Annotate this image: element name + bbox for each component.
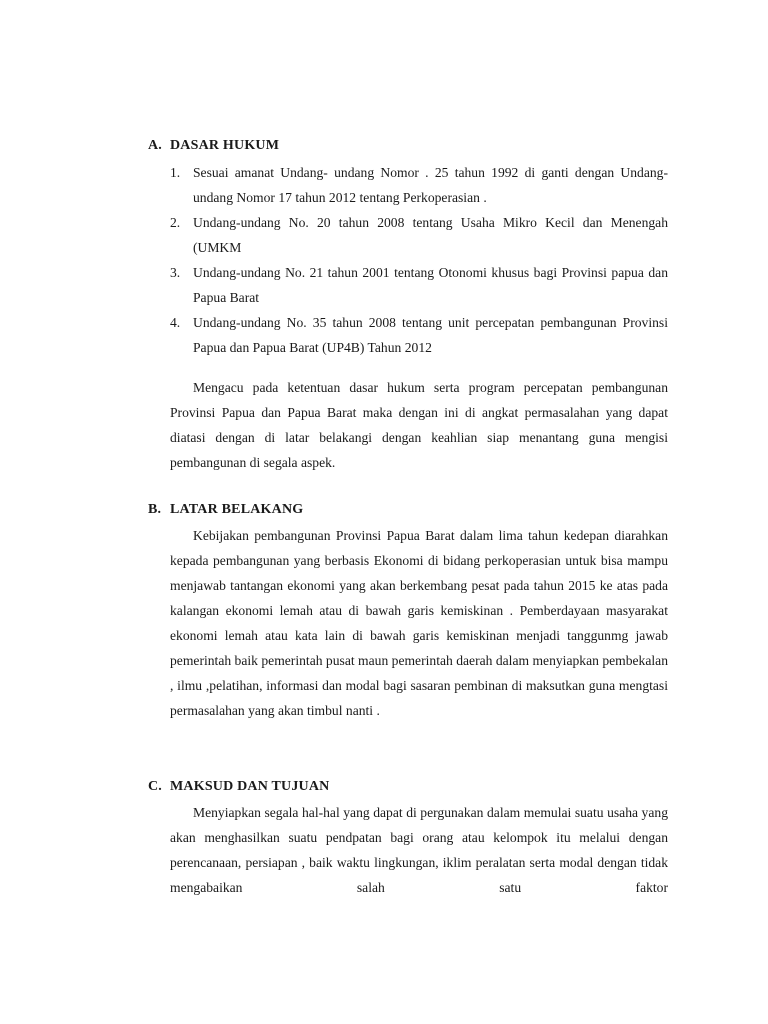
section-letter: B.: [148, 502, 162, 517]
list-item: [148, 260, 668, 310]
list-item-number: 4.: [170, 315, 181, 330]
list-item-text: Sesuai amanat Undang- undang Nomor . 25 tahun 1992 di ganti dengan Undang-undang Nomor 17 tahun 2012 tentang Perkoperasian .: [193, 165, 668, 205]
section-title: MAKSUD DAN TUJUAN: [170, 779, 330, 794]
list-item-text: Undang-undang No. 21 tahun 2001 tentang Otonomi khusus bagi Provinsi papua dan Papua Barat: [193, 265, 668, 305]
section-heading: [148, 776, 668, 798]
list-item-text: Undang-undang No. 20 tahun 2008 tentang Usaha Mikro Kecil dan Menengah (UMKM: [193, 215, 668, 255]
list-item-number: 2.: [170, 215, 181, 230]
section-paragraph: Mengacu pada ketentuan dasar hukum serta program percepatan pembangunan Provinsi Papua dan Papua Barat maka dengan ini di angkat permasalahan yang dapat diatasi dengan di latar belakangi dengan keahlian siap menantang guna mengisi pembangunan di segala aspek.: [170, 380, 668, 470]
legal-basis-list: [148, 160, 668, 360]
section-title: DASAR HUKUM: [170, 138, 280, 153]
list-item-number: 1.: [170, 165, 181, 180]
list-item-text: Undang-undang No. 35 tahun 2008 tentang unit percepatan pembangunan Provinsi Papua dan Papua Barat (UP4B) Tahun 2012: [193, 315, 668, 355]
section-maksud-dan-tujuan: [148, 776, 668, 900]
list-item: [148, 210, 668, 260]
list-item: [148, 310, 668, 360]
section-paragraph: Menyiapkan segala hal-hal yang dapat di pergunakan dalam memulai suatu usaha yang akan menghasilkan suatu pendpatan bagi orang atau kelompok itu melalui dengan perencanaan, persiapan , baik waktu lingkungan, iklim peralatan serta modal dengan tidak mengabaikan salah satu faktor: [170, 805, 668, 895]
section-letter: C.: [148, 779, 163, 794]
section-paragraph: Kebijakan pembangunan Provinsi Papua Barat dalam lima tahun kedepan diarahkan kepada pembangunan yang berbasis Ekonomi di bidang perkoperasian untuk bisa mampu menjawab tantangan ekonomi yang akan berkembang pesat pada tahun 2015 ke atas pada kalangan ekonomi lemah atau di bawah garis kemiskinan . Pemberdayaan masyarakat ekonomi lemah atau kata lain di bawah garis kemiskinan menjadi tanggunmg jawab pemerintah baik pemerintah pusat maun pemerintah daerah dalam menyiapkan pembekalan , ilmu ,pelatihan, informasi dan modal bagi sasaran pembinan di maksutkan guna mengtasi permasalahan yang akan timbul nanti .: [170, 528, 668, 718]
section-dasar-hukum: [148, 135, 668, 475]
section-latar-belakang: [148, 499, 668, 723]
section-letter: A.: [148, 138, 163, 153]
section-title: LATAR BELAKANG: [170, 502, 304, 517]
section-heading: [148, 135, 668, 157]
list-item-number: 3.: [170, 265, 181, 280]
list-item: [148, 160, 668, 210]
section-heading: [148, 499, 668, 521]
